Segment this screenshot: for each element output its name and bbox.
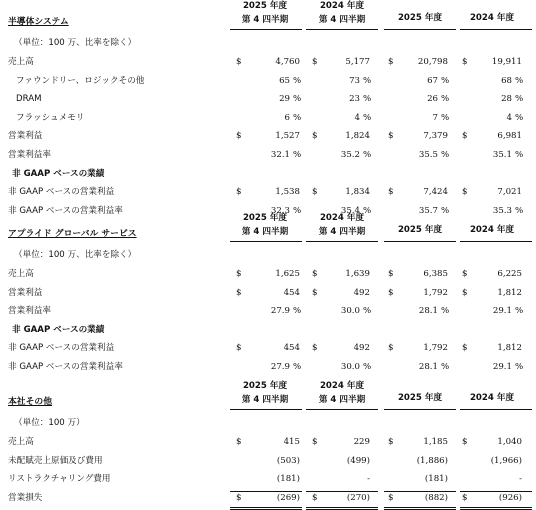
percent-symbol: % <box>293 306 302 317</box>
unit-note: （単位：100 万、比率を除く） <box>14 250 137 260</box>
currency-symbol: $ <box>236 492 242 503</box>
cell-value: 1,040 <box>497 437 522 447</box>
currency-symbol: $ <box>236 187 242 198</box>
percent-symbol: % <box>293 94 302 105</box>
cell-value: 1,792 <box>423 287 448 298</box>
cell-value: 415 <box>283 437 300 447</box>
cell-value: 73 <box>349 75 360 86</box>
column-header-period: 第 4 四半期 <box>318 15 366 25</box>
currency-symbol: $ <box>462 131 468 142</box>
row-label: 営業利益率 <box>8 306 51 317</box>
header-underline <box>460 409 532 410</box>
row-label: 営業利益 <box>8 287 43 298</box>
currency-symbol: $ <box>236 437 242 447</box>
cell-value: 1,824 <box>345 131 370 142</box>
column-header-year: 2025 年度 <box>242 1 288 11</box>
cell-value: 6,981 <box>497 131 522 142</box>
column-header-period: 第 4 四半期 <box>318 395 366 405</box>
currency-symbol: $ <box>388 269 394 279</box>
column-header-period: 第 4 四半期 <box>241 15 289 25</box>
currency-symbol: $ <box>462 437 468 447</box>
cell-value: (269) <box>276 492 300 503</box>
cell-value: 229 <box>353 437 370 447</box>
cell-value: 4,760 <box>275 57 300 67</box>
percent-symbol: % <box>363 205 372 216</box>
cell-value: 492 <box>353 287 370 298</box>
percent-symbol: % <box>363 112 372 123</box>
cell-value: (499) <box>346 455 370 466</box>
section-title: 半導体システム <box>8 17 69 27</box>
currency-symbol: $ <box>388 187 394 198</box>
column-header-year: 2025 年度 <box>397 393 443 403</box>
column-header-period: 第 4 四半期 <box>318 227 366 237</box>
cell-value: 68 <box>501 75 512 86</box>
currency-symbol: $ <box>312 187 318 198</box>
cell-value: 4 <box>506 112 512 123</box>
cell-value: 6,385 <box>423 269 448 279</box>
cell-value: (1,886) <box>416 455 448 466</box>
cell-value: 27.9 <box>270 306 290 317</box>
column-header-year: 2025 年度 <box>242 381 288 391</box>
row-label: ファウンドリー、ロジックその他 <box>16 75 145 86</box>
row-label: 非 GAAP ベースの営業利益率 <box>8 362 123 372</box>
currency-symbol: $ <box>462 57 468 67</box>
currency-symbol: $ <box>312 492 318 503</box>
percent-symbol: % <box>441 94 450 105</box>
header-underline <box>460 241 532 242</box>
cell-value: (270) <box>346 492 370 503</box>
currency-symbol: $ <box>462 492 468 503</box>
percent-symbol: % <box>515 112 524 123</box>
header-underline <box>384 409 456 410</box>
cell-value: 32.1 <box>270 150 290 160</box>
cell-value: 29.1 <box>492 362 512 372</box>
percent-symbol: % <box>441 205 450 216</box>
cell-value: 1,538 <box>275 187 300 198</box>
cell-value: 6,225 <box>497 269 522 279</box>
cell-value: 7 <box>432 112 438 123</box>
column-header-year: 2024 年度 <box>469 13 515 23</box>
currency-symbol: $ <box>462 187 468 198</box>
currency-symbol: $ <box>236 269 242 279</box>
cell-value: 28.1 <box>418 306 438 317</box>
currency-symbol: $ <box>388 131 394 142</box>
column-header-period: 第 4 四半期 <box>241 395 289 405</box>
cell-value: 7,021 <box>497 187 522 198</box>
percent-symbol: % <box>515 75 524 86</box>
cell-value: 4 <box>354 112 360 123</box>
row-label: 未配賦売上原価及び費用 <box>8 455 103 466</box>
cell-value: 19,911 <box>491 57 522 67</box>
column-header-year: 2025 年度 <box>397 225 443 235</box>
percent-symbol: % <box>293 150 302 160</box>
percent-symbol: % <box>515 362 524 372</box>
percent-symbol: % <box>293 362 302 372</box>
cell-value: 20,798 <box>417 57 448 67</box>
percent-symbol: % <box>293 112 302 123</box>
percent-symbol: % <box>363 362 372 372</box>
cell-value: (882) <box>424 492 448 503</box>
cell-value: 1,792 <box>423 343 448 354</box>
cell-value: 35.1 <box>492 150 512 160</box>
percent-symbol: % <box>515 306 524 317</box>
percent-symbol: % <box>441 75 450 86</box>
section-title: アプライド グローバル サービス <box>8 229 137 239</box>
header-underline <box>230 29 302 30</box>
cell-value: 30.0 <box>340 306 360 317</box>
percent-symbol: % <box>363 306 372 317</box>
currency-symbol: $ <box>312 343 318 354</box>
cell-value: 35.3 <box>492 205 512 216</box>
percent-symbol: % <box>363 75 372 86</box>
cell-value: 35.5 <box>418 150 438 160</box>
cell-value: 29.1 <box>492 306 512 317</box>
cell-value: 35.2 <box>340 150 360 160</box>
row-label: 非 GAAP ベースの営業利益 <box>8 343 115 354</box>
cell-value: - <box>519 474 522 485</box>
percent-symbol: % <box>441 306 450 317</box>
row-label: リストラクチャリング費用 <box>8 474 111 485</box>
header-underline <box>384 29 456 30</box>
currency-symbol: $ <box>388 437 394 447</box>
cell-value: 28 <box>501 94 512 105</box>
currency-symbol: $ <box>312 131 318 142</box>
row-label: 非 GAAP ベースの業績 <box>12 324 105 335</box>
percent-symbol: % <box>441 112 450 123</box>
cell-value: 1,834 <box>345 187 370 198</box>
cell-value: 6 <box>284 112 290 123</box>
percent-symbol: % <box>515 205 524 216</box>
cell-value: (926) <box>498 492 522 503</box>
row-label: 非 GAAP ベースの営業利益率 <box>8 205 123 216</box>
currency-symbol: $ <box>388 57 394 67</box>
currency-symbol: $ <box>236 343 242 354</box>
row-label: 非 GAAP ベースの業績 <box>12 168 105 179</box>
row-label: 営業利益率 <box>8 150 51 160</box>
cell-value: 454 <box>283 287 300 298</box>
cell-value: (1,966) <box>490 455 522 466</box>
cell-value: - <box>367 474 370 485</box>
currency-symbol: $ <box>312 269 318 279</box>
cell-value: (503) <box>276 455 300 466</box>
header-underline <box>384 241 456 242</box>
row-label: DRAM <box>16 94 42 105</box>
column-header-period: 第 4 四半期 <box>241 227 289 237</box>
cell-value: 1,639 <box>345 269 370 279</box>
percent-symbol: % <box>515 150 524 160</box>
cell-value: 26 <box>427 94 438 105</box>
row-label: 非 GAAP ベースの営業利益 <box>8 187 115 198</box>
currency-symbol: $ <box>388 287 394 298</box>
section-title: 本社その他 <box>8 397 52 407</box>
column-header-year: 2024 年度 <box>469 393 515 403</box>
currency-symbol: $ <box>312 57 318 67</box>
currency-symbol: $ <box>462 287 468 298</box>
cell-value: 30.0 <box>340 362 360 372</box>
percent-symbol: % <box>441 150 450 160</box>
cell-value: 65 <box>279 75 290 86</box>
currency-symbol: $ <box>388 343 394 354</box>
cell-value: 1,625 <box>275 269 300 279</box>
cell-value: 35.4 <box>340 205 360 216</box>
row-label: 売上高 <box>8 437 34 447</box>
column-header-year: 2025 年度 <box>242 213 288 223</box>
cell-value: 23 <box>349 94 360 105</box>
cell-value: 1,812 <box>497 343 522 354</box>
cell-value: 35.7 <box>418 205 438 216</box>
column-header-year: 2024 年度 <box>319 1 365 11</box>
cell-value: 7,379 <box>423 131 448 142</box>
currency-symbol: $ <box>462 269 468 279</box>
cell-value: (181) <box>424 474 448 485</box>
cell-value: 5,177 <box>345 57 370 67</box>
currency-symbol: $ <box>388 492 394 503</box>
header-underline <box>306 409 378 410</box>
percent-symbol: % <box>293 75 302 86</box>
currency-symbol: $ <box>236 131 242 142</box>
header-underline <box>230 409 302 410</box>
row-label: 売上高 <box>8 57 34 67</box>
header-underline <box>306 29 378 30</box>
cell-value: 29 <box>279 94 290 105</box>
row-label: 営業利益 <box>8 131 43 142</box>
currency-symbol: $ <box>312 437 318 447</box>
unit-note: （単位：100 万、比率を除く） <box>14 38 137 48</box>
column-header-year: 2024 年度 <box>469 225 515 235</box>
currency-symbol: $ <box>236 57 242 67</box>
column-header-year: 2024 年度 <box>319 381 365 391</box>
header-underline <box>306 241 378 242</box>
cell-value: 27.9 <box>270 362 290 372</box>
row-label: フラッシュメモリ <box>16 112 85 123</box>
cell-value: 1,185 <box>423 437 448 447</box>
percent-symbol: % <box>293 205 302 216</box>
cell-value: 1,527 <box>275 131 300 142</box>
header-underline <box>460 29 532 30</box>
percent-symbol: % <box>363 94 372 105</box>
cell-value: 454 <box>283 343 300 354</box>
unit-note: （単位：100 万） <box>14 418 85 428</box>
column-header-year: 2024 年度 <box>319 213 365 223</box>
row-label: 売上高 <box>8 269 34 279</box>
row-label: 営業損失 <box>8 492 43 503</box>
column-header-year: 2025 年度 <box>397 13 443 23</box>
percent-symbol: % <box>441 362 450 372</box>
currency-symbol: $ <box>236 287 242 298</box>
cell-value: 7,424 <box>423 187 448 198</box>
percent-symbol: % <box>363 150 372 160</box>
cell-value: 1,812 <box>497 287 522 298</box>
currency-symbol: $ <box>312 287 318 298</box>
currency-symbol: $ <box>462 343 468 354</box>
percent-symbol: % <box>515 94 524 105</box>
header-underline <box>230 241 302 242</box>
cell-value: 28.1 <box>418 362 438 372</box>
cell-value: 32.3 <box>270 205 290 216</box>
cell-value: 67 <box>427 75 438 86</box>
cell-value: (181) <box>276 474 300 485</box>
cell-value: 492 <box>353 343 370 354</box>
